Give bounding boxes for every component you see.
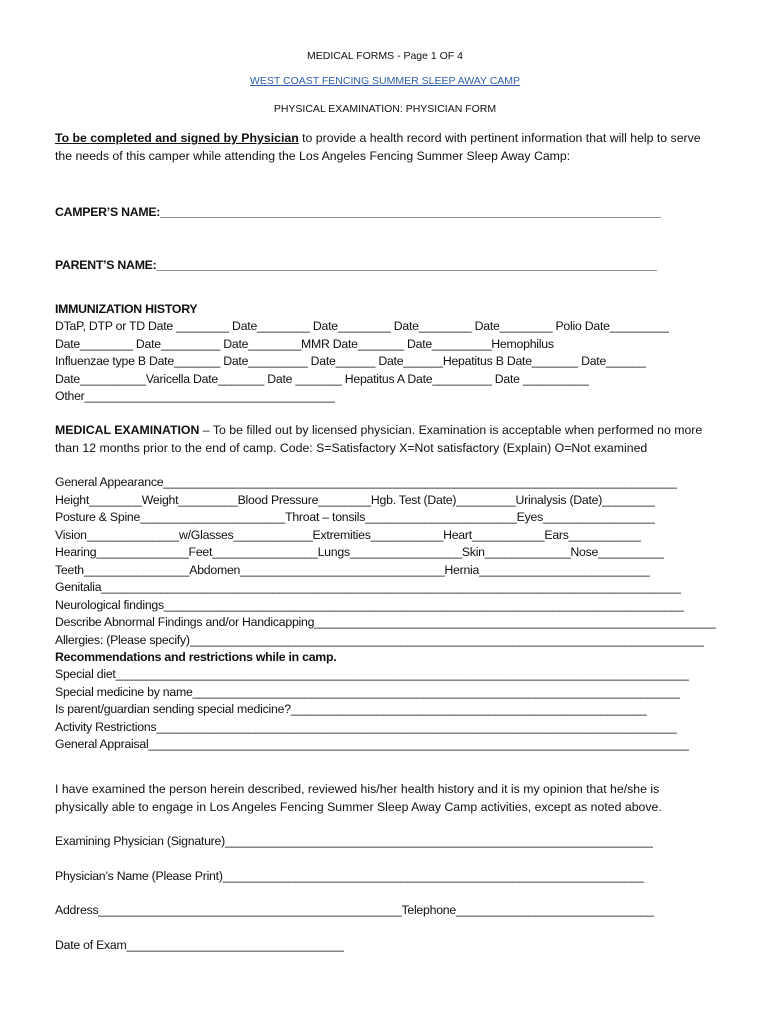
exam-field[interactable]: Hearing______________Feet________________Lungs_________________Skin_____________Nose__________ <box>55 545 665 559</box>
address-telephone-field[interactable]: Address______________________________________________Telephone______________________________ <box>55 903 654 917</box>
exam-field[interactable]: Genitalia________________________________________________________________________________________ <box>55 580 682 594</box>
exam-field[interactable]: Height________Weight_________Blood Pressure________Hgb. Test (Date)_________Urinalysis (Date)________ <box>55 493 655 507</box>
camp-name-link[interactable]: WEST COAST FENCING SUMMER SLEEP AWAY CAMP <box>249 75 521 87</box>
intro-text: to provide a health record with pertinent information that will help to serve the needs of this camper while attending the Los Angeles Fencing Summer Sleep Away Camp: <box>55 131 701 163</box>
parent-name-field[interactable]: PARENT’S NAME:____________________________________________________________________________ <box>55 258 658 272</box>
exam-field[interactable]: Describe Abnormal Findings and/or Handicapping_____________________________________________________________ <box>55 615 717 629</box>
medical-exam-text: – To be filled out by licensed physician. Examination is acceptable when performed no more than 12 months prior to the end of camp. Code: S=Satisfactory X=Not satisfactory (Explain) O=Not examined <box>55 423 703 455</box>
exam-field[interactable]: Neurological findings_______________________________________________________________________________ <box>55 598 685 612</box>
intro-emphasis: To be completed and signed by Physician <box>55 131 299 145</box>
form-title: PHYSICAL EXAMINATION: PHYSICIAN FORM <box>273 103 497 115</box>
recommendation-field[interactable]: Is parent/guardian sending special medicine?______________________________________________________ <box>55 702 647 716</box>
immunization-line[interactable]: Influenzae type B Date_______ Date_________ Date______ Date______Hepatitus B Date_______ Date______ <box>55 354 646 368</box>
immunization-line[interactable]: Date__________Varicella Date_______ Date _______ Hepatitus A Date_________ Date __________ <box>55 372 589 386</box>
immunization-heading: IMMUNIZATION HISTORY <box>55 302 198 316</box>
physician-signature-field[interactable]: Examining Physician (Signature)_________________________________________________________________ <box>55 834 654 848</box>
exam-date-field[interactable]: Date of Exam_________________________________ <box>55 938 344 952</box>
camper-name-field[interactable]: CAMPER’S NAME:____________________________________________________________________________ <box>55 205 661 219</box>
intro-paragraph <box>55 129 705 165</box>
page-label: MEDICAL FORMS - Page 1 OF 4 <box>307 50 463 62</box>
recommendations-heading: Recommendations and restrictions while in camp. <box>55 650 337 664</box>
recommendation-field[interactable]: Activity Restrictions_______________________________________________________________________________ <box>55 720 677 734</box>
recommendation-field[interactable]: General Appraisal__________________________________________________________________________________ <box>55 737 689 751</box>
immunization-line[interactable]: Date________ Date_________ Date________MMR Date_______ Date_________Hemophilus <box>55 337 554 351</box>
exam-field[interactable]: Allergies: (Please specify)______________________________________________________________________________ <box>55 633 704 647</box>
physician-statement: I have examined the person herein described, reviewed his/her health history and it is my opinion that he/she is physically able to engage in Los Angeles Fencing Summer Sleep Away Camp activities, except as noted above. <box>55 782 662 814</box>
exam-field[interactable]: Teeth________________Abdomen_______________________________Hernia__________________________ <box>55 563 651 577</box>
recommendation-field[interactable]: Special medicine by name__________________________________________________________________________ <box>55 685 681 699</box>
physician-printed-name-field[interactable]: Physician’s Name (Please Print)________________________________________________________________ <box>55 869 645 883</box>
immunization-line[interactable]: DTaP, DTP or TD Date ________ Date________ Date________ Date________ Date________ Polio Date_________ <box>55 319 670 333</box>
exam-field[interactable]: General Appearance______________________________________________________________________________ <box>55 475 678 489</box>
medical-exam-heading: MEDICAL EXAMINATION <box>55 423 200 437</box>
recommendation-field[interactable]: Special diet_______________________________________________________________________________________ <box>55 667 689 681</box>
exam-field[interactable]: Vision______________w/Glasses____________Extremities___________Heart___________Ears___________ <box>55 528 642 542</box>
immunization-other-field[interactable]: Other______________________________________ <box>55 389 335 403</box>
medical-exam-paragraph <box>55 421 703 457</box>
exam-field[interactable]: Posture & Spine______________________Throat – tonsils_______________________Eyes_________________ <box>55 510 656 524</box>
